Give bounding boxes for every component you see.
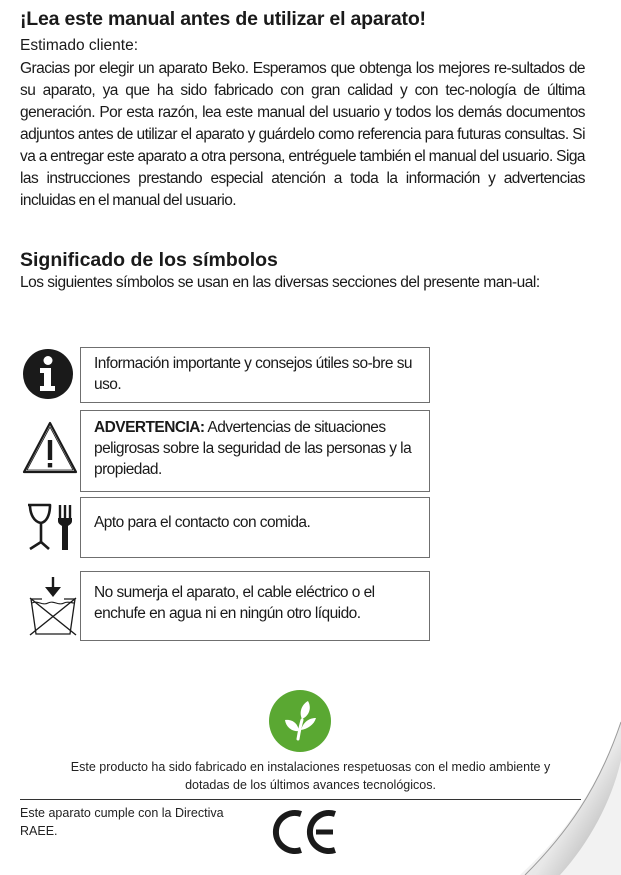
page-title: ¡Lea este manual antes de utilizar el aparato! <box>20 8 426 30</box>
weee-line-1: Este aparato cumple con la Directiva <box>20 806 224 820</box>
weee-line-2: RAEE. <box>20 824 58 838</box>
info-text: Información importante y consejos útiles so-bre su uso. <box>94 355 412 393</box>
warning-label: ADVERTENCIA: <box>94 419 205 436</box>
intro-paragraph: Gracias por elegir un aparato Beko. Esperamos que obtenga los mejores re-sultados de su aparato, ya que ha sido fabricado con gran calidad y con tec-nología de última generación. Por esta razón, lea este manual del usuario y todos los demás documentos adjuntos antes de utilizar el aparato y guárdelo como referencia para futuras consultas. Si va a entregar este aparato a otra persona, entréguele también el manual del usuario. Siga las instrucciones prestando especial atención a toda la información y advertencias incluidas en el manual del usuario. <box>20 60 585 209</box>
symbols-intro: Los siguientes símbolos se usan en las diversas secciones del presente man-ual: <box>20 274 540 291</box>
eco-line-2: dotadas de los últimos avances tecnológicos. <box>185 778 436 792</box>
warning-body: Advertencias de situaciones peligrosas sobre la seguridad de las personas y la propiedad. <box>94 419 412 478</box>
food-text: Apto para el contacto con comida. <box>94 514 311 531</box>
greeting: Estimado cliente: <box>20 37 139 54</box>
immersion-text: No sumerja el aparato, el cable eléctrico o el enchufe en agua ni en ningún otro líquido. <box>94 584 375 622</box>
symbols-heading: Significado de los símbolos <box>20 249 278 271</box>
eco-line-1: Este producto ha sido fabricado en instalaciones respetuosas con el medio ambiente y <box>70 760 551 774</box>
